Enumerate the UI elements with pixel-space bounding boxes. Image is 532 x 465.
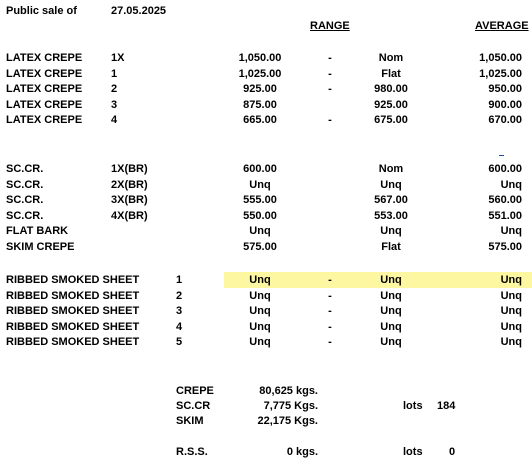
row-range-high: Nom — [378, 163, 404, 175]
row-range-dash: - — [328, 305, 332, 317]
row-range-dash: - — [328, 52, 332, 64]
row-average: 560.00 — [488, 194, 522, 206]
row-average: 950.00 — [488, 83, 522, 95]
sccr-total-value: 7,775 Kgs. — [263, 400, 318, 412]
row-grade: 1 — [111, 67, 118, 80]
row-average: Unq — [500, 225, 522, 237]
rss-lots-label: lots — [403, 446, 423, 458]
row-name: LATEX CREPE — [6, 67, 83, 80]
row-range-low: Unq — [249, 225, 271, 237]
row-grade: 1X — [111, 52, 125, 64]
row-range-high: Unq — [380, 289, 402, 302]
row-name: LATEX CREPE — [6, 98, 83, 111]
row-range-low: 550.00 — [243, 209, 277, 222]
row-average: Unq — [500, 305, 522, 317]
row-range-high: Unq — [380, 336, 402, 348]
row-grade: 1 — [176, 274, 183, 286]
row-name: LATEX CREPE — [6, 52, 83, 64]
row-range-high: 567.00 — [374, 194, 408, 206]
row-average: Unq — [500, 289, 522, 302]
row-grade: 2 — [176, 289, 183, 302]
row-name: RIBBED SMOKED SHEET — [6, 320, 140, 333]
skim-total-value: 22,175 Kgs. — [257, 415, 318, 427]
row-name: SC.CR. — [6, 194, 44, 206]
row-name: SC.CR. — [6, 209, 44, 222]
sale-date: 27.05.2025 — [111, 5, 167, 17]
row-range-high: 980.00 — [374, 83, 408, 95]
row-name: FLAT BARK — [6, 225, 69, 237]
lots-label: lots — [403, 400, 423, 412]
row-range-high: 925.00 — [374, 98, 408, 111]
row-range-low: 575.00 — [243, 240, 277, 253]
row-range-high: Unq — [380, 320, 402, 333]
row-name: LATEX CREPE — [6, 114, 83, 126]
rss-lots-value: 0 — [449, 446, 456, 458]
row-range-low: Unq — [249, 336, 271, 348]
row-range-high: Unq — [380, 274, 402, 286]
row-range-low: Unq — [249, 178, 271, 191]
crepe-total-label: CREPE — [176, 385, 214, 397]
row-grade: 3 — [111, 98, 118, 111]
average-header: AVERAGE — [475, 20, 529, 32]
row-average: 551.00 — [488, 209, 522, 222]
row-average: 1,025.00 — [479, 67, 522, 80]
row-range-dash: - — [328, 289, 332, 302]
row-average: Unq — [500, 336, 522, 348]
row-grade: 2X(BR) — [111, 178, 148, 191]
row-range-high: 675.00 — [374, 114, 408, 126]
row-average: 600.00 — [488, 163, 522, 175]
row-range-high: Flat — [381, 67, 401, 80]
row-range-high: 553.00 — [374, 209, 408, 222]
row-range-dash: - — [328, 320, 332, 333]
sale-label: Public sale of — [6, 5, 77, 17]
row-average: Unq — [500, 178, 522, 191]
row-average: 670.00 — [488, 114, 522, 126]
row-range-low: 1,025.00 — [238, 67, 282, 80]
row-grade: 4 — [176, 320, 183, 333]
row-name: RIBBED SMOKED SHEET — [6, 274, 140, 286]
row-name: SC.CR. — [6, 163, 44, 175]
rss-total-label: R.S.S. — [176, 446, 208, 458]
row-average: 1,050.00 — [479, 52, 522, 64]
row-name: LATEX CREPE — [6, 83, 83, 95]
small-blue-mark — [499, 155, 504, 156]
row-average: 900.00 — [488, 98, 522, 111]
sccr-total-label: SC.CR — [176, 400, 211, 412]
row-average: 575.00 — [488, 240, 522, 253]
row-range-low: Unq — [249, 289, 271, 302]
row-grade: 5 — [176, 336, 183, 348]
row-range-dash: - — [328, 67, 332, 80]
row-grade: 3 — [176, 305, 183, 317]
row-average: Unq — [500, 320, 522, 333]
row-range-low: 600.00 — [243, 163, 277, 175]
row-range-low: 875.00 — [243, 98, 277, 111]
row-name: SC.CR. — [6, 178, 44, 191]
row-name: RIBBED SMOKED SHEET — [6, 336, 140, 348]
row-grade: 2 — [111, 83, 118, 95]
row-range-low: 925.00 — [243, 83, 277, 95]
skim-total-label: SKIM — [176, 415, 204, 427]
row-range-high: Nom — [378, 52, 404, 64]
range-header: RANGE — [310, 20, 350, 32]
row-grade: 4 — [111, 114, 118, 126]
row-range-low: 1,050.00 — [238, 52, 282, 64]
row-range-dash: - — [328, 83, 332, 95]
row-range-low: 665.00 — [243, 114, 277, 126]
row-range-dash: - — [328, 274, 332, 286]
row-grade: 3X(BR) — [111, 194, 148, 206]
row-name: RIBBED SMOKED SHEET — [6, 305, 140, 317]
row-range-dash: - — [328, 114, 332, 126]
crepe-total-value: 80,625 kgs. — [259, 385, 318, 397]
row-grade: 1X(BR) — [111, 163, 148, 175]
rss-total-value: 0 kgs. — [286, 446, 318, 458]
row-range-low: Unq — [249, 274, 271, 286]
row-range-high: Flat — [381, 240, 401, 253]
row-range-dash: - — [328, 336, 332, 348]
row-range-high: Unq — [380, 305, 402, 317]
row-name: RIBBED SMOKED SHEET — [6, 289, 140, 302]
row-range-low: Unq — [249, 320, 271, 333]
lots-value: 184 — [437, 400, 456, 412]
row-name: SKIM CREPE — [6, 240, 75, 253]
row-grade: 4X(BR) — [111, 209, 148, 222]
row-range-high: Unq — [380, 225, 402, 237]
row-range-high: Unq — [380, 178, 402, 191]
row-range-low: Unq — [249, 305, 271, 317]
row-average: Unq — [500, 274, 522, 286]
row-range-low: 555.00 — [243, 194, 277, 206]
